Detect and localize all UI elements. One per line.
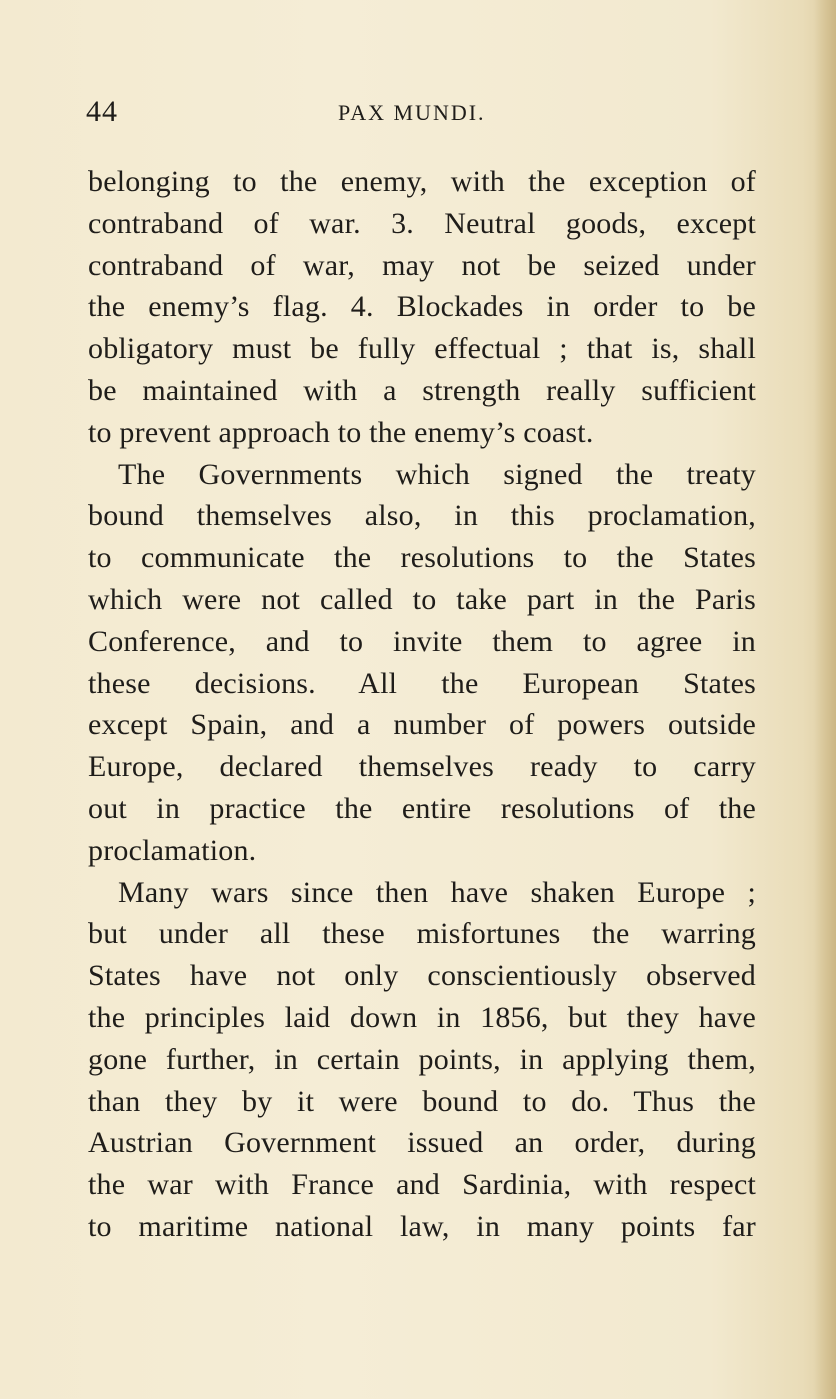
text-line: belonging to the enemy, with the exception of xyxy=(88,165,756,198)
text-line: obligatory must be fully effectual ; that is, shall xyxy=(88,332,756,366)
text-line: contraband of war, may not be seized under xyxy=(88,248,756,282)
running-title: PAX MUNDI. xyxy=(338,100,486,125)
text-line: out in practice the entire resolutions of the xyxy=(88,791,756,825)
running-head xyxy=(86,92,756,132)
text-line: be maintained with a strength really sufficient xyxy=(88,373,756,407)
page-number: 44 xyxy=(86,95,118,128)
text-line: except Spain, and a number of powers outside xyxy=(88,708,756,742)
text-line: contraband of war. 3. Neutral goods, except xyxy=(88,206,756,240)
text-line: the war with France and Sardinia, with respect xyxy=(88,1168,756,1202)
text-line: proclamation. xyxy=(88,833,257,867)
text-line: to maritime national law, in many points far xyxy=(88,1209,756,1243)
text-line: bound themselves also, in this proclamation, xyxy=(88,499,756,533)
text-line: the principles laid down in 1856, but they have xyxy=(88,1000,756,1034)
text-line: than they by it were bound to do. Thus the xyxy=(88,1084,756,1118)
text-line: States have not only conscientiously observed xyxy=(88,959,756,993)
text-line: Europe, declared themselves ready to carry xyxy=(88,750,756,784)
text-line: to communicate the resolutions to the States xyxy=(88,541,756,575)
page-edge-shadow xyxy=(814,0,836,1399)
text-line: to prevent approach to the enemy’s coast. xyxy=(88,415,594,449)
text-line: these decisions. All the European States xyxy=(88,666,756,700)
text-line: but under all these misfortunes the warring xyxy=(88,917,756,951)
text-line: gone further, in certain points, in applying them, xyxy=(88,1042,756,1076)
paragraph-first-line: The Governments which signed the treaty xyxy=(118,457,756,491)
text-line: Conference, and to invite them to agree in xyxy=(88,624,756,658)
body-text xyxy=(88,161,756,1248)
text-line: the enemy’s flag. 4. Blockades in order to be xyxy=(88,290,756,324)
text-line: which were not called to take part in the Paris xyxy=(88,582,756,616)
text-line: Austrian Government issued an order, during xyxy=(88,1126,756,1160)
paragraph-first-line: Many wars since then have shaken Europe ; xyxy=(118,875,756,909)
